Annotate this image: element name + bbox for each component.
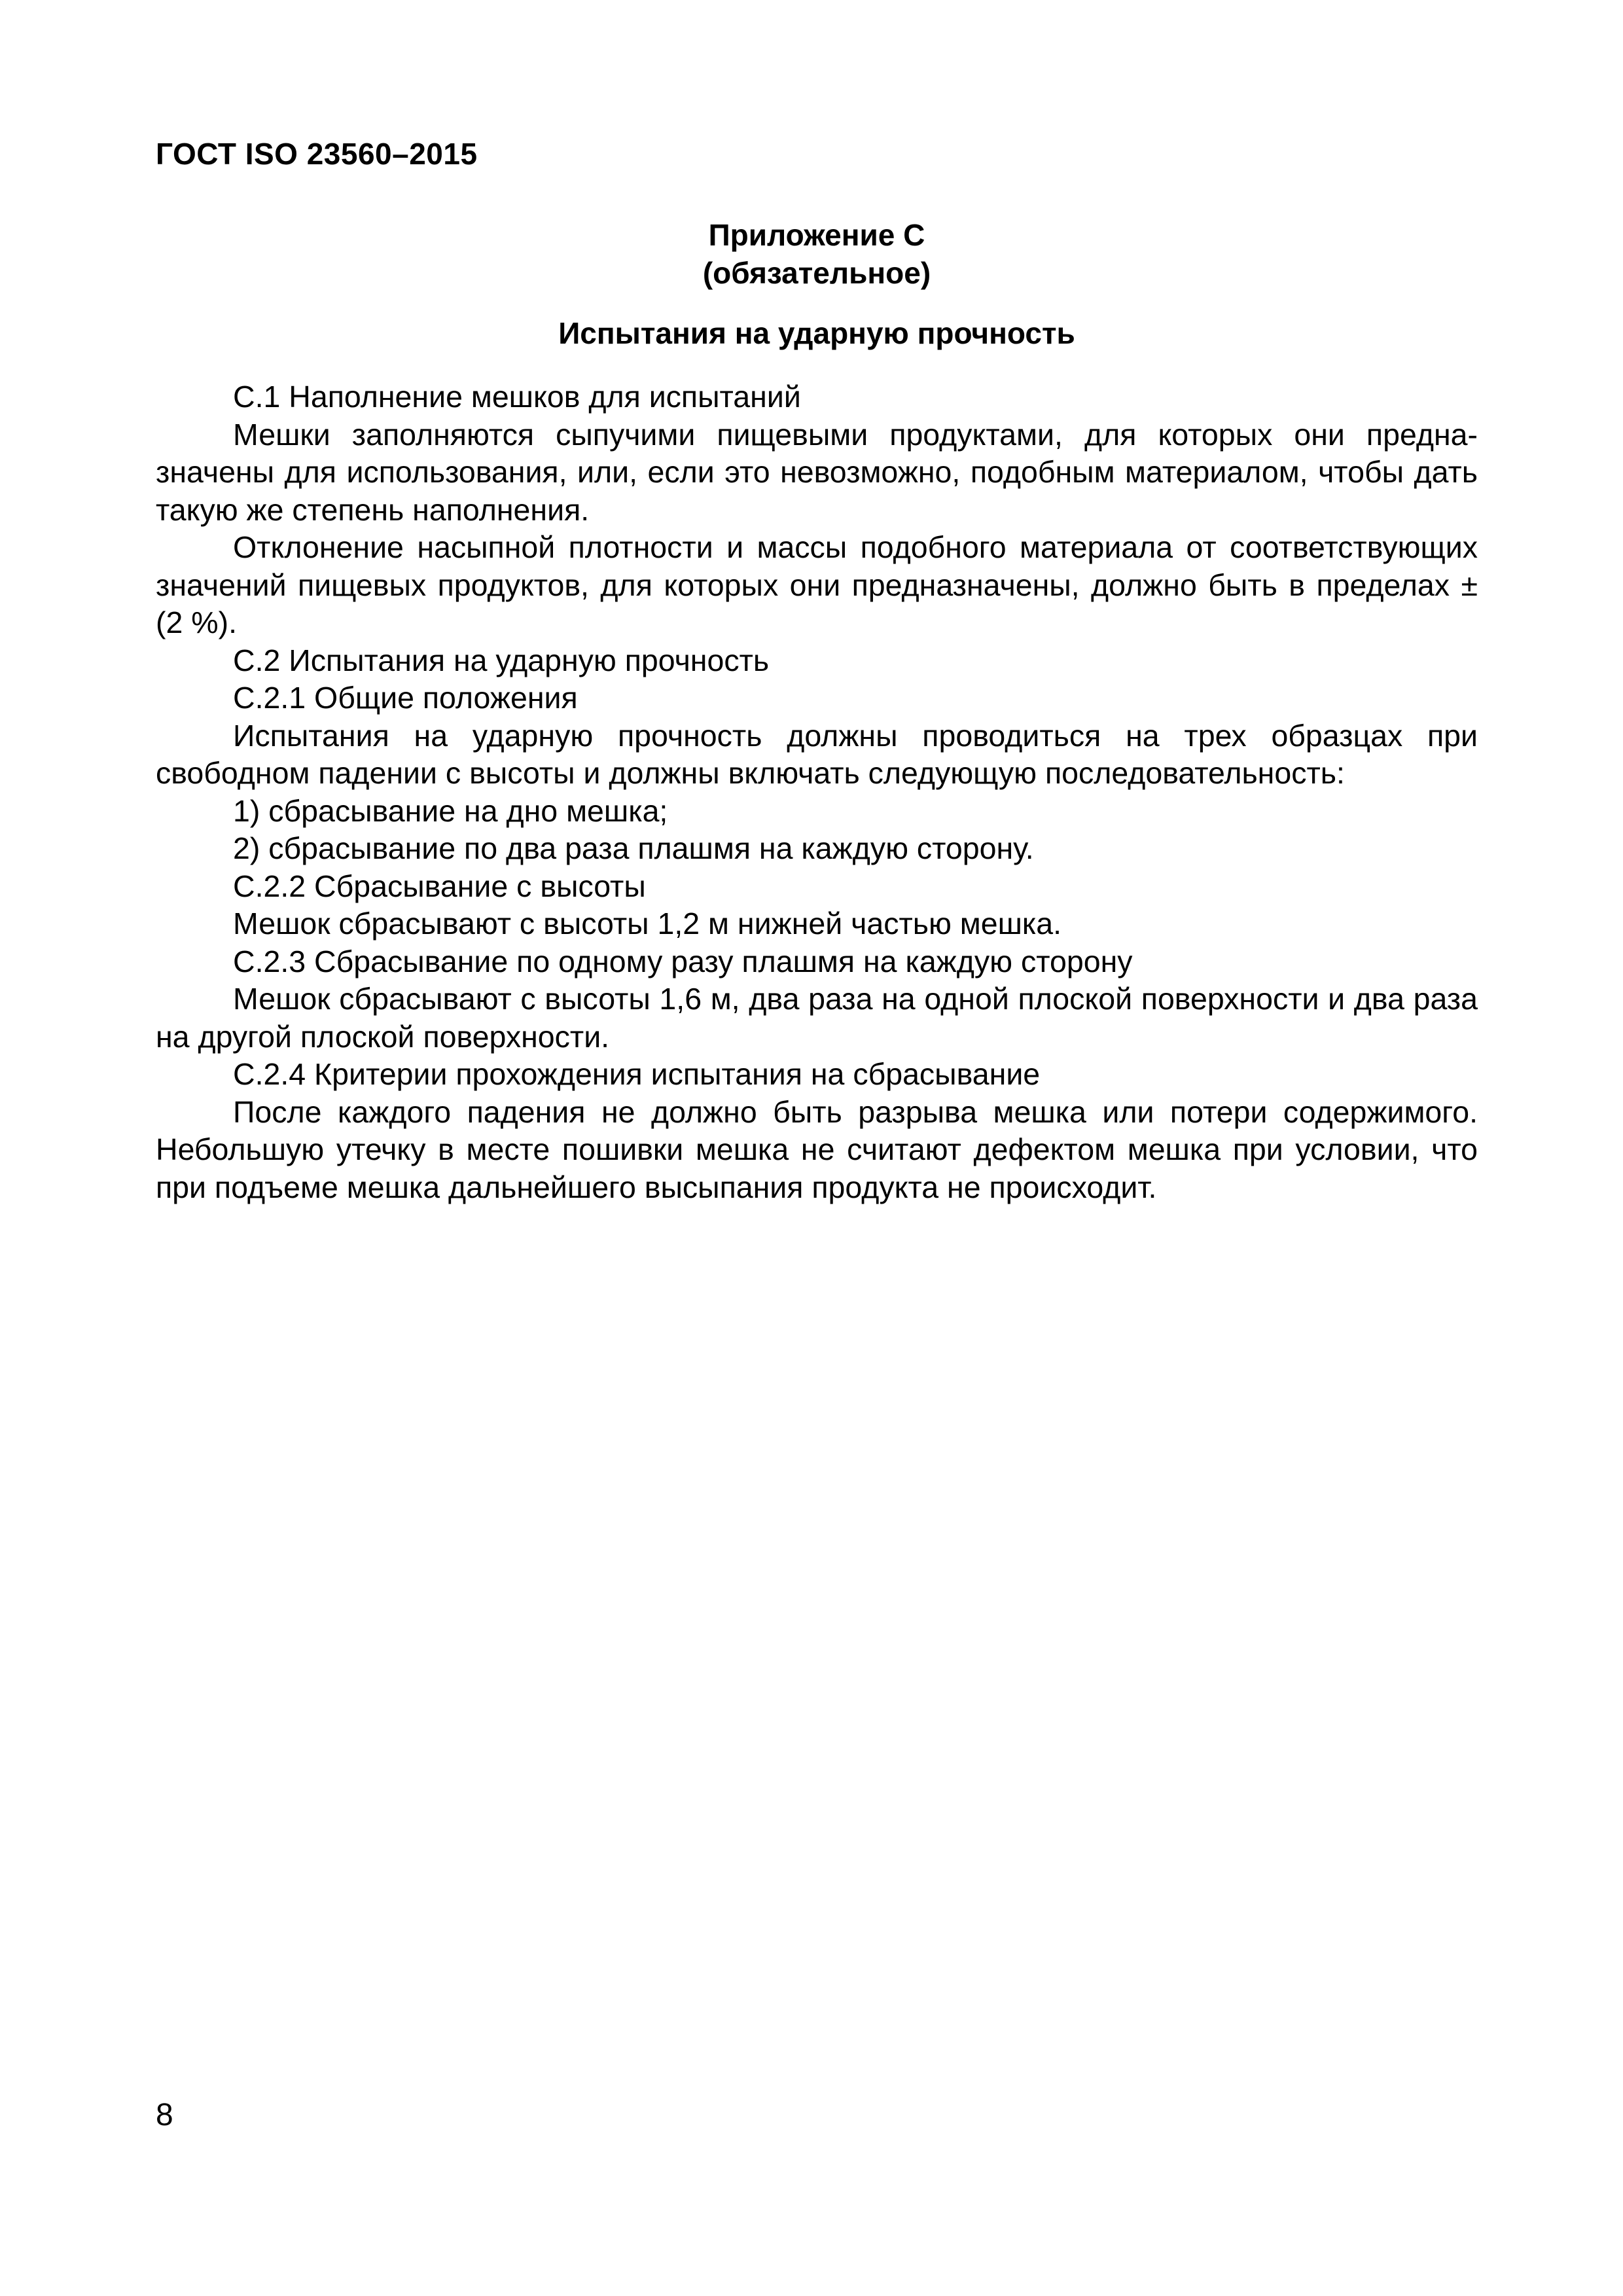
section-c22-heading: С.2.2 Сбрасывание с высоты — [233, 869, 646, 903]
section-c1-heading: С.1 Наполнение мешков для испытаний — [233, 380, 801, 414]
body-text — [156, 378, 1478, 1206]
paragraph-density-deviation: Отклонение насыпной плотности и массы подобного материала от соответствующих значений пищевых продуктов, для которых они предназначены, должно быть в пределах ± (2 %). — [156, 530, 1478, 639]
paragraph-flat-drop: Мешок сбрасывают с высоты 1,6 м, два раза на одной плоской поверхности и два раза на другой плоской поверхности. — [156, 982, 1478, 1054]
annex-title: Испытания на ударную прочность — [558, 316, 1075, 350]
paragraph-test-sequence: Испытания на ударную прочность должны проводиться на трех образцах при свободном падении с высоты и должны включать следующую последовательность: — [156, 718, 1478, 790]
standard-header: ГОСТ ISO 23560–2015 — [156, 137, 478, 171]
paragraph-criteria: После каждого падения не должно быть разрыва мешка или потери содержимого. Небольшую утечку в месте пошивки мешка не считают дефектом мешка при условии, что при подъеме мешка дальнейшего высыпания продукта не происходит. — [156, 1094, 1478, 1204]
annex-label: Приложение С — [708, 218, 925, 252]
section-c2-heading: С.2 Испытания на ударную прочность — [233, 643, 770, 677]
list-item-1: 1) сбрасывание на дно мешка; — [233, 793, 668, 828]
section-c21-heading: С.2.1 Общие положения — [233, 681, 578, 715]
page-number: 8 — [156, 2098, 173, 2132]
paragraph-filling: Мешки заполняются сыпучими пищевыми продуктами, для которых они предназначены для использования, или, если это невозможно, подобным материалом, чтобы дать такую же степень наполнения. — [156, 417, 1478, 527]
section-c23-heading: С.2.3 Сбрасывание по одному разу плашмя на каждую сторону — [233, 944, 1133, 978]
list-item-2: 2) сбрасывание по два раза плашмя на каждую сторону. — [233, 831, 1034, 865]
section-c24-heading: С.2.4 Критерии прохождения испытания на сбрасывание — [233, 1057, 1041, 1091]
annex-status: (обязательное) — [702, 256, 931, 290]
annex-heading — [156, 216, 1478, 292]
paragraph-drop-height: Мешок сбрасывают с высоты 1,2 м нижней частью мешка. — [233, 906, 1062, 941]
